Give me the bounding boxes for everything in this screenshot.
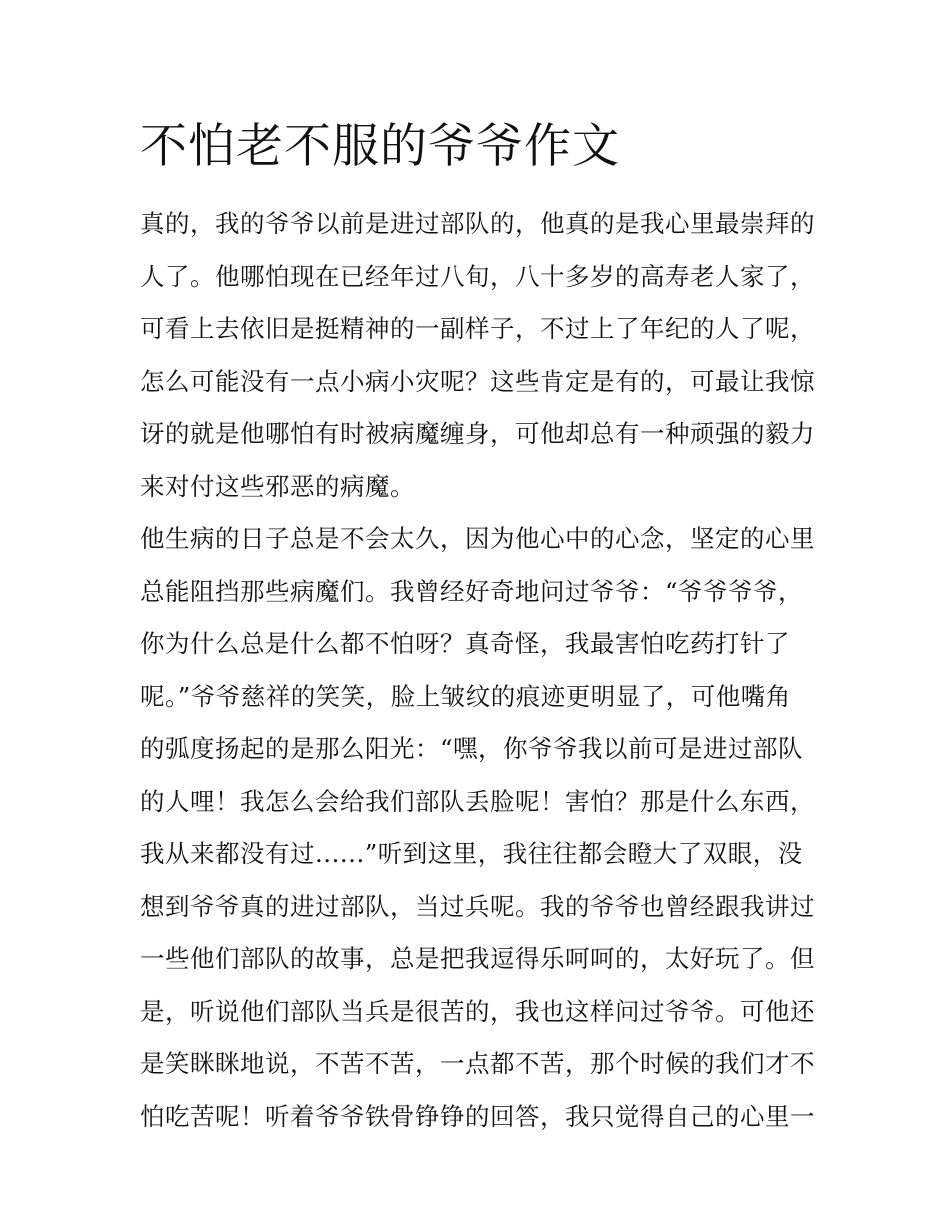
- text-line: 我从来都没有过......”听到这里，我往往都会瞪大了双眼，没: [140, 839, 803, 868]
- text-line: 怕吃苦呢！听着爷爷铁骨铮铮的回答，我只觉得自己的心里一: [140, 1101, 815, 1131]
- text-line: 他生病的日子总是不会太久，因为他心中的心念，坚定的心里: [140, 524, 815, 553]
- text-line: 是，听说他们部队当兵是很苦的，我也这样问过爷爷。可他还: [140, 996, 815, 1026]
- text-line: 一些他们部队的故事，总是把我逗得乐呵呵的，太好玩了。但: [140, 944, 815, 973]
- text-line: 总能阻挡那些病魔们。我曾经好奇地问过爷爷：“爷爷爷爷，: [140, 576, 804, 606]
- text-line: 真的，我的爷爷以前是进过部队的，他真的是我心里最崇拜的: [140, 209, 815, 238]
- text-line: 人了。他哪怕现在已经年过八旬，八十多岁的高寿老人家了，: [140, 261, 815, 291]
- text-line: 的弧度扬起的是那么阳光：“嘿，你爷爷我以前可是进过部队: [140, 734, 804, 763]
- text-line: 怎么可能没有一点小病小灾呢？这些肯定是有的，可最让我惊: [140, 366, 815, 396]
- text-line: 可看上去依旧是挺精神的一副样子，不过上了年纪的人了呢，: [140, 314, 815, 343]
- document-title: 不怕老不服的爷爷作文: [140, 119, 620, 174]
- text-line: 的人哩！我怎么会给我们部队丢脸呢！害怕？那是什么东西，: [140, 786, 815, 816]
- document-body: [140, 198, 820, 1143]
- text-line: 想到爷爷真的进过部队，当过兵呢。我的爷爷也曾经跟我讲过: [140, 891, 815, 921]
- text-line: 你为什么总是什么都不怕呀？真奇怪，我最害怕吃药打针了: [140, 629, 790, 658]
- text-line: 呢。”爷爷慈祥的笑笑，脸上皱纹的痕迹更明显了，可他嘴角: [140, 681, 791, 711]
- text-line: 是笑眯眯地说，不苦不苦，一点都不苦，那个时候的我们才不: [140, 1049, 815, 1078]
- text-line: 来对付这些邪恶的病魔。: [140, 471, 415, 501]
- text-line: 讶的就是他哪怕有时被病魔缠身，可他却总有一种顽强的毅力: [140, 419, 815, 448]
